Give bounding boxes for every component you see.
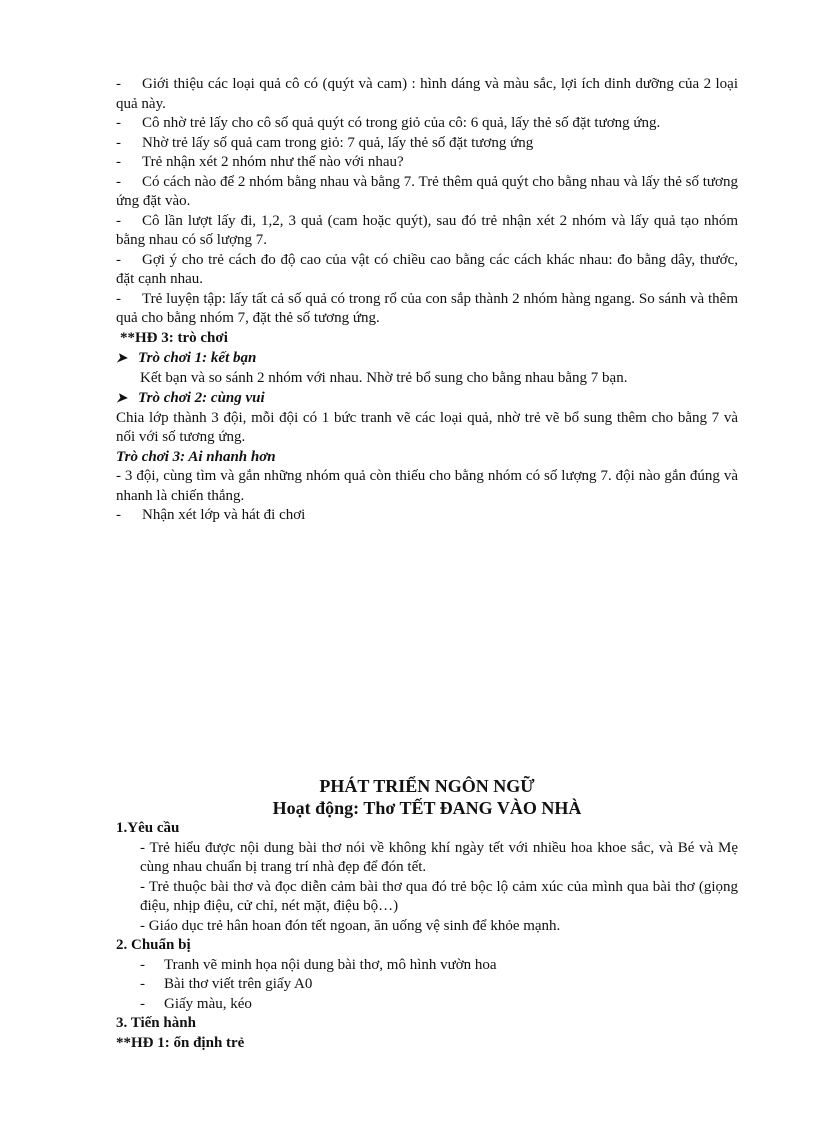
hd1-heading: **HĐ 1: ổn định trẻ	[116, 1034, 245, 1051]
game1-title: Trò chơi 1: kết bạn	[138, 350, 257, 366]
list-item-text: Cô lần lượt lấy đi, 1,2, 3 quả (cam hoặc quýt), sau đó trẻ nhận xét 2 nhóm và lấy quả tạo nhóm bằng nhau có số lượng 7.	[116, 212, 738, 248]
list-item: - Tranh vẽ minh họa nội dung bài thơ, mô hình vườn hoa	[140, 956, 497, 973]
list-item-text: Bài thơ viết trên giấy A0	[164, 976, 313, 992]
list-item-text: Gợi ý cho trẻ cách đo độ cao của vật có chiều cao bằng các cách khác nhau: đo bằng dây, thước, đặt cạnh nhau.	[116, 251, 738, 287]
language-lesson	[116, 775, 738, 1053]
list-item-text: Trẻ nhận xét 2 nhóm như thế nào với nhau?	[142, 154, 404, 170]
list-item-text: Nhờ trẻ lấy số quả cam trong giỏ: 7 quả, lấy thẻ số đặt tương ứng	[142, 134, 534, 151]
preparation-heading: 2. Chuẩn bị	[116, 937, 191, 953]
section-title: PHÁT TRIỂN NGÔN NGỮ	[319, 776, 535, 796]
list-item: - Gợi ý cho trẻ cách đo độ cao của vật có chiều cao bằng các cách khác nhau: đo bằng dây, thước, đặt cạnh nhau.	[116, 251, 738, 287]
game3-text: - 3 đội, cùng tìm và gắn những nhóm quả còn thiếu cho bằng nhóm có số lượng 7. đội nào gắn đúng và nhanh là chiến thắng.	[116, 468, 738, 504]
hd3-heading: **HĐ 3: trò chơi	[120, 329, 228, 346]
arrow-bullet-icon: ➤	[116, 390, 127, 405]
game3-heading: Trò chơi 3: Ai nhanh hơn	[116, 448, 276, 465]
requirements-heading: 1.Yêu cầu	[116, 820, 180, 836]
list-item: - Cô lần lượt lấy đi, 1,2, 3 quả (cam hoặc quýt), sau đó trẻ nhận xét 2 nhóm và lấy quả tạo nhóm bằng nhau có số lượng 7.	[116, 212, 738, 248]
list-item: - Nhờ trẻ lấy số quả cam trong giỏ: 7 quả, lấy thẻ số đặt tương ứng	[116, 134, 534, 151]
list-item: - Giấy màu, kéo	[140, 995, 252, 1012]
list-item-text: Có cách nào để 2 nhóm bằng nhau và bằng 7. Trẻ thêm quả quýt cho bằng nhau và lấy thẻ số tương ứng đặt vào.	[116, 173, 738, 209]
list-item: - Giới thiệu các loại quả cô có (quýt và cam) : hình dáng và màu sắc, lợi ích dinh dưỡng của 2 loại quả này.	[116, 76, 738, 112]
list-item-text: Giấy màu, kéo	[164, 995, 252, 1012]
game1-heading	[116, 348, 738, 369]
closing-text: Nhận xét lớp và hát đi chơi	[142, 507, 306, 523]
list-item-text: Tranh vẽ minh họa nội dung bài thơ, mô hình vườn hoa	[164, 956, 497, 973]
game2-text: Chia lớp thành 3 đội, mỗi đội có 1 bức tranh vẽ các loại quả, nhờ trẻ vẽ bổ sung thêm cho bằng 7 và nối với số tương ứng.	[116, 409, 738, 445]
list-item: - Bài thơ viết trên giấy A0	[140, 976, 313, 992]
list-item-text: Giới thiệu các loại quả cô có (quýt và cam) : hình dáng và màu sắc, lợi ích dinh dưỡng của 2 loại quả này.	[116, 76, 738, 112]
list-item-text: Cô nhờ trẻ lấy cho cô số quả quýt có trong giỏ của cô: 6 quả, lấy thẻ số đặt tương ứng.	[142, 115, 661, 131]
requirement-item: - Trẻ thuộc bài thơ và đọc diễn cảm bài thơ qua đó trẻ bộc lộ cảm xúc của mình qua bài thơ (giọng điệu, nhịp điệu, cử chỉ, nét mặt, điệu bộ…)	[140, 878, 738, 914]
requirement-item: - Giáo dục trẻ hân hoan đón tết ngoan, ăn uống vệ sinh để khỏe mạnh.	[140, 917, 561, 934]
list-item-text: Trẻ luyện tập: lấy tất cả số quả có trong rổ của con sắp thành 2 nhóm hàng ngang. So sánh và thêm quả cho bằng nhóm 7, đặt thẻ số tương ứng.	[116, 290, 738, 326]
list-item: - Nhận xét lớp và hát đi chơi	[116, 507, 306, 523]
list-item: - Trẻ luyện tập: lấy tất cả số quả có trong rổ của con sắp thành 2 nhóm hàng ngang. So sánh và thêm quả cho bằng nhóm 7, đặt thẻ số tương ứng.	[116, 290, 738, 326]
arrow-bullet-icon: ➤	[116, 350, 127, 365]
list-item: - Trẻ nhận xét 2 nhóm như thế nào với nhau?	[116, 154, 404, 170]
section-subtitle: Hoạt động: Thơ TẾT ĐANG VÀO NHÀ	[272, 798, 582, 818]
game2-title: Trò chơi 2: cùng vui	[138, 390, 265, 406]
game2-heading	[116, 388, 738, 409]
game1-text: Kết bạn và so sánh 2 nhóm với nhau. Nhờ trẻ bổ sung cho bằng nhau bằng 7 bạn.	[140, 369, 628, 386]
activity-steps	[116, 75, 738, 526]
list-item: - Có cách nào để 2 nhóm bằng nhau và bằng 7. Trẻ thêm quả quýt cho bằng nhau và lấy thẻ số tương ứng đặt vào.	[116, 173, 738, 209]
procedure-heading: 3. Tiến hành	[116, 1015, 196, 1031]
requirement-item: - Trẻ hiểu được nội dung bài thơ nói về không khí ngày tết với nhiều hoa khoe sắc, và Bé và Mẹ cùng nhau chuẩn bị trang trí nhà đẹp để đón tết.	[140, 839, 738, 875]
list-item: - Cô nhờ trẻ lấy cho cô số quả quýt có trong giỏ của cô: 6 quả, lấy thẻ số đặt tương ứng.	[116, 115, 661, 131]
